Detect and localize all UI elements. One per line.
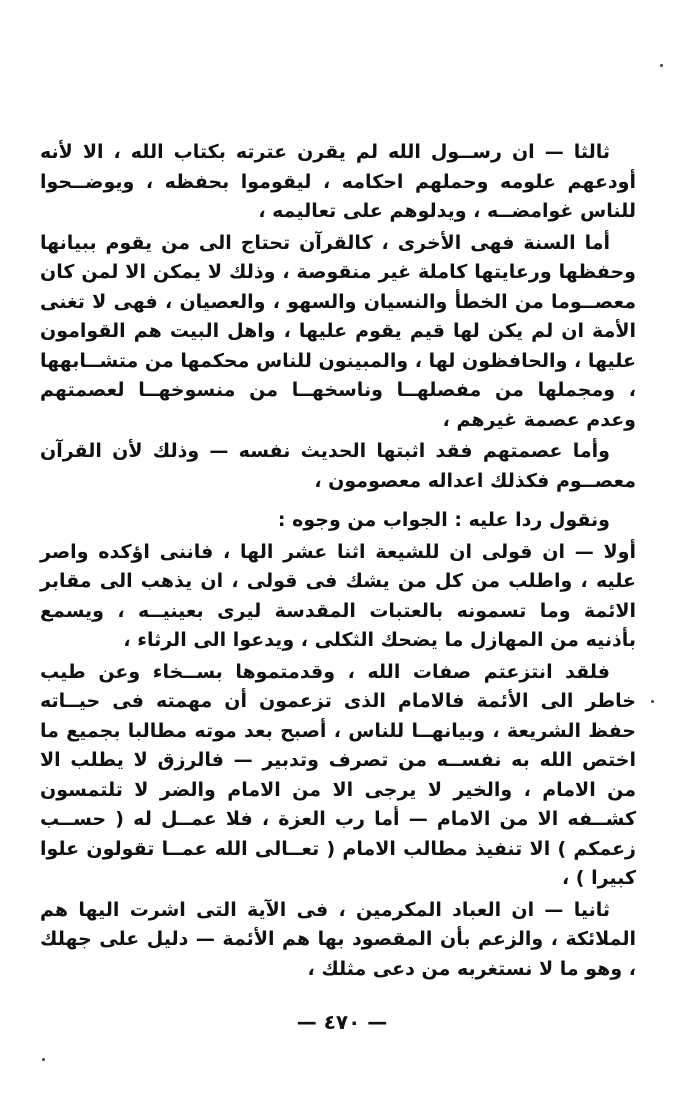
- scan-speck: [651, 700, 654, 703]
- paragraph-ismatuhum: وأما عصمتهم فقد اثبتها الحديث نفسه — وذلك لأن القرآن معصــوم فكذلك اعداله معصومون ،: [40, 440, 636, 492]
- paragraph-thalithan: ثالثا — ان رســول الله لم يقرن عترته بكتاب الله ، الا لأنه أودعهم علومه وحملهم احكامه ، ليقوموا بحفظه ، ويوضــحوا للناس غوامضــه ، ويدلوهم على تعاليمه ،: [40, 141, 636, 222]
- page-number: — ٤٧٠ —: [296, 1010, 388, 1034]
- paragraph-sifat-allah: فلقد انتزعتم صفات الله ، وقدمتموها بســخاء وعن طيب خاطر الى الأئمة فالامام الذى تزعمون أن مهمته فى حيــاته حفظ الشريعة ، وبيانهــا للناس ، أصبح بعد موته مطالبا بجميع ما اختص الله به نفســه من تصرف وتدبير — فالرزق لا يطلب الا من الامام ، والخير لا يرجى الا من الامام والضر لا تلتمسون كشــفه الا من الامام — أما رب العزة ، فلا عمــل له ( حســب زعمكم ) الا تنفيذ مطالب الامام ( تعــالى الله عمــا تقولون علوا كبيرا ) ،: [40, 660, 636, 889]
- paragraph-awwalan: أولا — ان قولى ان للشيعة اثنا عشر الها ، فاننى اؤكده واصر عليه ، واطلب من كل من يشك فى قولى ، ان يذهب الى مقابر الائمة وما تسمونه بالعتبات المقدسة ليرى بعينيــه ، ويسمع بأذنيه من المهازل ما يضحك الثكلى ، ويدعوا الى الرثاء ،: [40, 540, 636, 651]
- body-text: [40, 138, 636, 984]
- paragraph-thaniyan: ثانيا — ان العباد المكرمين ، فى الآية التى اشرت اليها هم الملائكة ، والزعم بأن المقصود بها هم الأئمة — دليل على جهلك ، وهو ما لا نستغربه من دعى مثلك ،: [40, 898, 636, 980]
- scan-speck: [42, 1058, 45, 1061]
- scan-speck: [660, 64, 663, 67]
- paragraph-gap: [40, 496, 636, 506]
- paragraph-rebuttal-intro: ونقول ردا عليه : الجواب من وجوه :: [277, 509, 610, 531]
- paragraph-sunna: أما السنة فهى الأخرى ، كالقرآن تحتاج الى من يقوم ببيانها وحفظها ورعايتها كاملة غير منقوصة ، وذلك لا يمكن الا لمن كان معصــوما من الخطأ والنسيان والسهو ، والعصيان ، فهى لا تغنى الأمة ان لم يكن لها قيم يقوم عليها ، واهل البيت هم القوامون عليها ، والحافظون لها ، والمبينون للناس محكمها من متشــابهها ، ومجملها من مفصلهــا وناسخهــا من منسوخهــا لعصمتهم وعدم عصمة غيرهم ،: [39, 231, 636, 431]
